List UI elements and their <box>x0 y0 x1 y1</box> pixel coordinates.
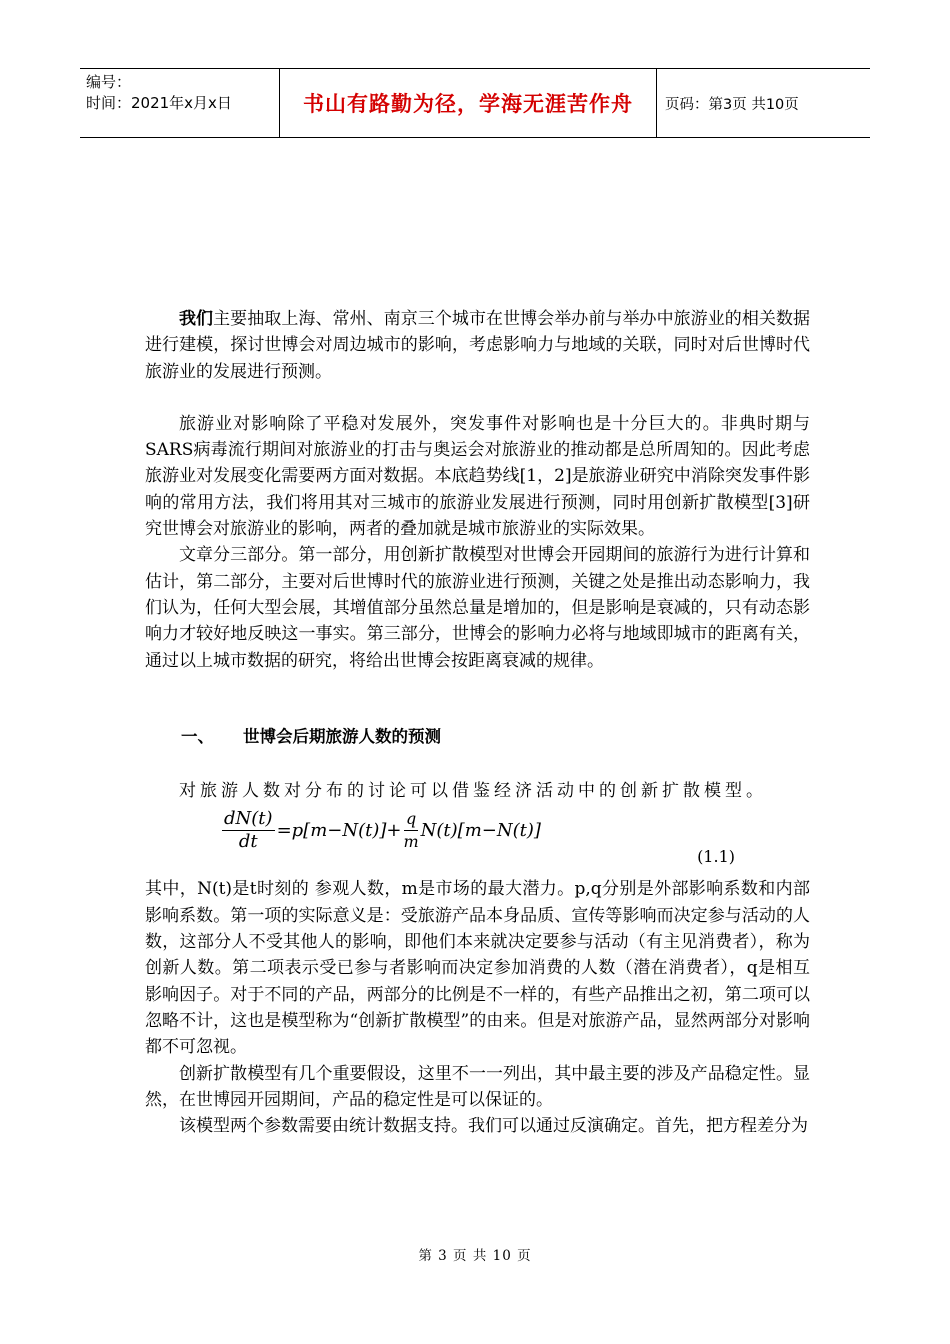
header-page-info: 页码：第3页 共10页 <box>665 96 799 113</box>
paragraph-intro <box>145 306 810 385</box>
equation-1-1 <box>145 808 810 874</box>
intro-lead-word: 我们 <box>179 309 214 329</box>
page-footer: 第 3 页 共 10 页 <box>418 1248 532 1264</box>
paragraph-background: 旅游业对影响除了平稳对发展外，突发事件对影响也是十分巨大的。非典时期与SARS病毒流行期间对旅游业的打击与奥运会对旅游业的推动都是总所周知的。因此考虑旅游业对发展变化需要两方面对数据。本底趋势线[1，2]是旅游业研究中消除突发事件影响的常用方法，我们将用其对三城市的旅游业发展进行预测，同时用创新扩散模型[3]研究世博会对旅游业的影响，两者的叠加就是城市旅游业的实际效果。 <box>145 413 810 540</box>
header-motto: 书山有路勤为径，学海无涯苦作舟 <box>280 69 657 137</box>
equation-middle: =p[m−N(t)]+ <box>276 819 402 841</box>
paragraph-variables: 其中，N(t)是t时刻的 参观人数，m是市场的最大潜力。p,q分别是外部影响系数和内部影响系数。第一项的实际意义是：受旅游产品本身品质、宣传等影响而决定参与活动的人数，这部分人不受其他人的影响，即他们本来就决定要参与活动（有主见消费者），称为创新人数。第二项表示受已参与者影响而决定参加消费的人数（潜在消费者），q是相互影响因子。对于不同的产品，两部分的比例是不一样的，有些产品推出之初，第二项可以忽略不计，这也是模型称为“创新扩散模型”的由来。但是对旅游产品，显然两部分对影响都不可忽视。 <box>145 879 810 1058</box>
section-heading <box>145 724 810 750</box>
paragraph-assumptions: 创新扩散模型有几个重要假设，这里不一一列出，其中最主要的涉及产品稳定性。显然，在世博园开园期间，产品的稳定性是可以保证的。 <box>145 1063 810 1110</box>
equation-q-denominator: m <box>403 832 419 852</box>
intro-text: 主要抽取上海、常州、南京三个城市在世博会举办前与举办中旅游业的相关数据进行建模，探讨世博会对周边城市的影响，考虑影响力与地域的关联，同时对后世博时代旅游业的发展进行预测。 <box>145 309 811 382</box>
equation-tail: N(t)[m−N(t)] <box>420 819 541 841</box>
section-title: 世博会后期旅游人数的预测 <box>243 726 441 746</box>
header-code-label: 编号： <box>86 73 132 91</box>
document-body <box>145 306 810 1139</box>
header-table <box>80 68 870 138</box>
equation-lhs-numerator: dN(t) <box>224 808 273 830</box>
equation-q-numerator: q <box>404 808 418 831</box>
equation-expression <box>220 808 541 853</box>
equation-lhs-fraction <box>222 808 275 853</box>
paragraph-parameters: 该模型两个参数需要由统计数据支持。我们可以通过反演确定。首先，把方程差分为 <box>179 1116 808 1137</box>
header-left-cell <box>80 69 280 137</box>
equation-q-fraction <box>403 808 418 853</box>
paragraph-model-intro: 对旅游人数对分布的讨论可以借鉴经济活动中的创新扩散模型。 <box>179 781 767 802</box>
equation-lhs-denominator: dt <box>238 831 258 853</box>
equation-number: (1.1) <box>697 847 735 867</box>
section-number: 一、 <box>181 726 214 746</box>
paragraph-structure: 文章分三部分。第一部分，用创新扩散模型对世博会开园期间的旅游行为进行计算和估计，第二部分，主要对后世博时代的旅游业进行预测，关键之处是推出动态影响力，我们认为，任何大型会展，其增值部分虽然总量是增加的，但是影响是衰减的，只有动态影响力才较好地反映这一事实。第三部分，世博会的影响力必将与地域即城市的距离有关，通过以上城市数据的研究，将给出世博会按距离衰减的规律。 <box>145 545 810 671</box>
header-date-label: 时间：2021年x月x日 <box>86 94 232 112</box>
